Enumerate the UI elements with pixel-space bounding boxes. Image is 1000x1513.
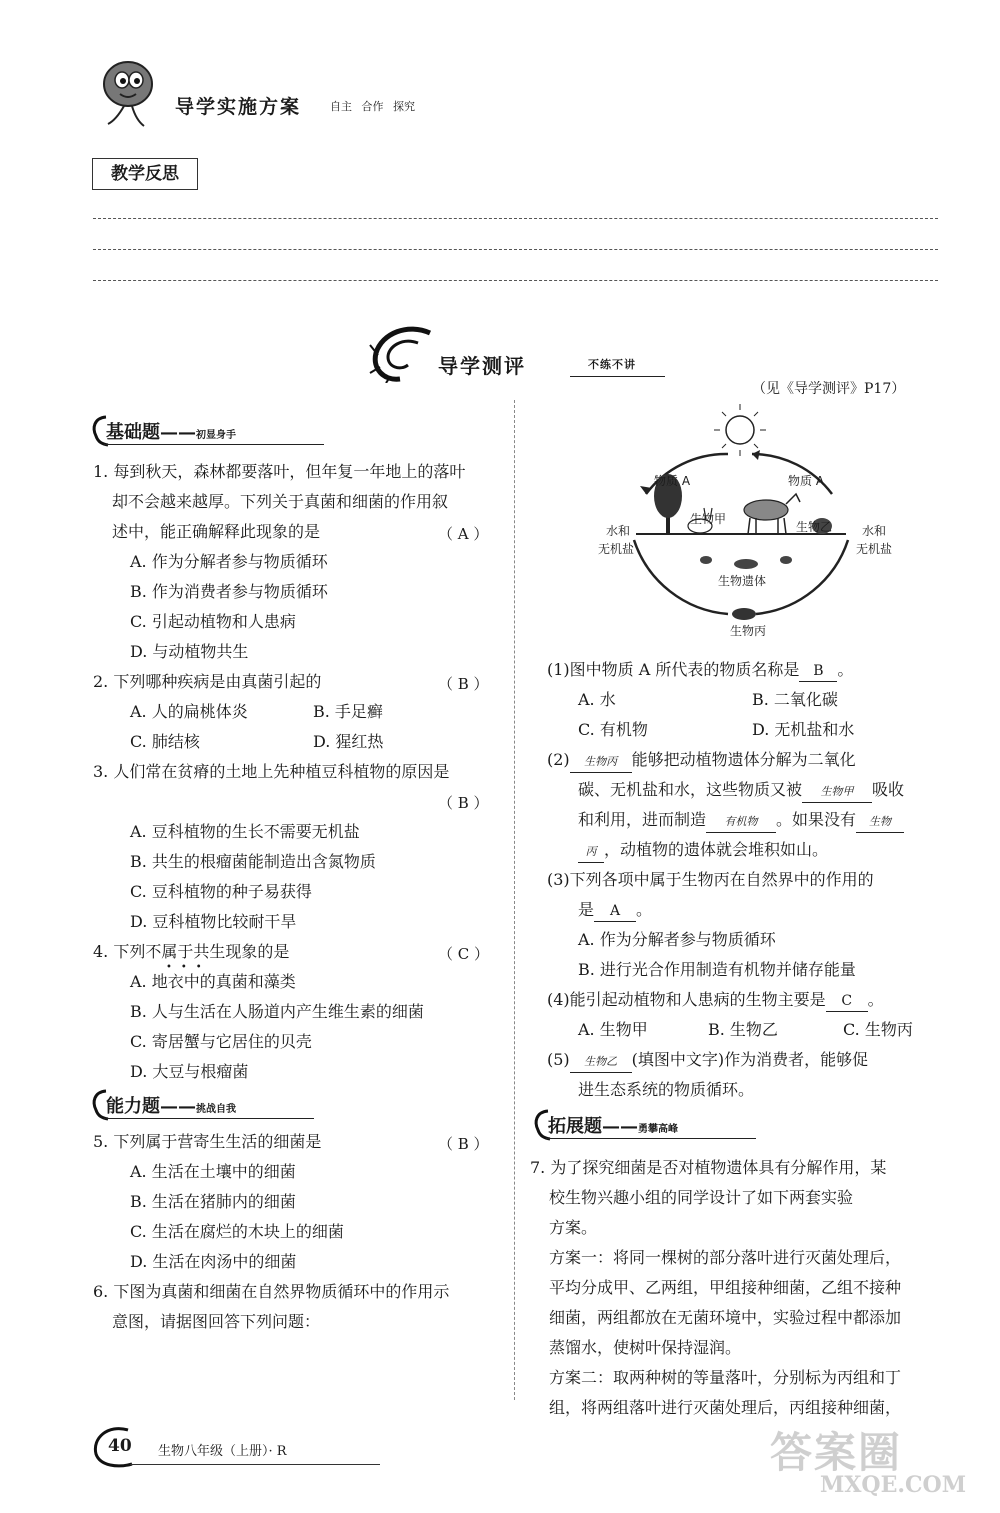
reflection-box: 教学反思 [92, 158, 198, 190]
q5-answer: （ B ） [438, 1135, 489, 1153]
microbe-icon [732, 608, 756, 620]
sub2-text: 碳、无机盐和水，这些物质又被 [578, 780, 803, 799]
q2-option: A. 人的扁桃体炎 [130, 702, 248, 721]
watermark: 答案圈 [770, 1428, 903, 1477]
header-subtitle: 自主 合作 探究 [330, 100, 415, 113]
sub3-end: 。 [636, 900, 653, 919]
column-divider [514, 400, 515, 1400]
sub2-line [578, 810, 904, 833]
q7-line: 方案。 [549, 1218, 598, 1237]
sub4-option: C. 生物丙 [843, 1020, 913, 1039]
sub1-text: (1)图中物质 A 所代表的物质名称是 [547, 660, 800, 679]
q3-stem: 3. 人们常在贫瘠的土地上先种植豆科植物的原因是 [93, 762, 450, 781]
remains-icon [700, 556, 792, 569]
sub5-text: (填图中文字)作为消费者，能够促 [631, 1050, 869, 1069]
section-basic-tag: 初显身手 [196, 430, 236, 441]
q7-line: 蒸馏水，使树叶保持湿润。 [549, 1338, 742, 1357]
writing-line [93, 218, 938, 219]
sub2-text: 和利用，进而制造 [578, 810, 707, 829]
banner-subtitle: 不练不讲 [588, 358, 636, 371]
banner-title: 导学测评 [438, 354, 526, 378]
section-heading-underline [104, 1118, 314, 1119]
q7-line: 组，将两组落叶进行灭菌处理后，丙组接种细菌， [549, 1398, 902, 1417]
q7-line: 平均分成甲、乙两组，甲组接种细菌，乙组不接种 [549, 1278, 902, 1297]
q4-option: A. 地衣中的真菌和藻类 [130, 972, 296, 991]
sub2-line [547, 750, 856, 773]
diagram-label: 水和 [862, 524, 887, 538]
diagram-label: 生物乙 [796, 520, 833, 534]
section-ability-title: 能力题 [106, 1096, 160, 1117]
sub3-line [578, 900, 652, 922]
q2-option: C. 肺结核 [130, 732, 200, 751]
sub2-line [578, 840, 828, 863]
watermark-url: MXQE.COM [820, 1472, 967, 1498]
section-ability-dash: —— [160, 1096, 196, 1117]
sub2-fill: 生物丙 [570, 752, 632, 773]
sub4-option: B. 生物乙 [708, 1020, 778, 1039]
sub2-fill: 生物甲 [802, 782, 872, 803]
section-extended-heading [548, 1112, 678, 1138]
mascot-logo [96, 54, 162, 134]
sub1-option: C. 有机物 [578, 720, 648, 739]
q7-line: 7. 为了探究细菌是否对植物遗体具有分解作用，某 [530, 1158, 887, 1177]
material-cycle-diagram [596, 392, 906, 640]
sub3-option: B. 进行光合作用制造有机物并储存能量 [578, 960, 856, 979]
deer-icon [744, 494, 800, 534]
diagram-label: 物质 A [654, 474, 691, 488]
q3-option: A. 豆科植物的生长不需要无机盐 [130, 822, 360, 841]
q6-line: 意图，请据图回答下列问题： [112, 1312, 321, 1331]
q5-stem: 5. 下列属于营寄生生活的细菌是 [93, 1132, 322, 1151]
q1-line: 却不会越来越厚。下列关于真菌和细菌的作用叙 [112, 492, 449, 511]
q7-line: 方案一：将同一棵树的部分落叶进行灭菌处理后， [549, 1248, 902, 1267]
sub2-line [578, 780, 904, 803]
q5-option: D. 生活在肉汤中的细菌 [130, 1252, 297, 1271]
page-number: 40 [108, 1436, 132, 1456]
footer-text: 生物八年级（上册）· R [158, 1444, 287, 1459]
q4-answer: （ C ） [438, 945, 490, 963]
q7-line: 方案二：取两种树的等量落叶，分别标为丙组和丁 [549, 1368, 902, 1387]
sub1-fill: B [799, 661, 837, 682]
q2-option: B. 手足癣 [313, 702, 383, 721]
sub1-option: B. 二氧化碳 [752, 690, 838, 709]
q1-option: B. 作为消费者参与物质循环 [130, 582, 328, 601]
sub4-fill: C [826, 991, 868, 1012]
sub3-fill: A [594, 901, 636, 922]
diagram-label: 无机盐 [598, 542, 635, 556]
sun-icon [714, 404, 766, 456]
section-ability-tag: 挑战自我 [196, 1104, 236, 1115]
q5-option: A. 生活在土壤中的细菌 [130, 1162, 296, 1181]
reference-note: （见《导学测评》P17） [752, 381, 906, 397]
section-heading-underline [546, 1138, 756, 1139]
q1-option: C. 引起动植物和人患病 [130, 612, 296, 631]
sub5-text: (5) [547, 1050, 570, 1069]
q1-line: 1. 每到秋天，森林都要落叶，但年复一年地上的落叶 [93, 462, 466, 481]
section-extended-title: 拓展题 [548, 1116, 602, 1137]
q3-option: C. 豆科植物的种子易获得 [130, 882, 312, 901]
q1-option: A. 作为分解者参与物质循环 [130, 552, 328, 571]
sub2-fill: 有机物 [706, 812, 776, 833]
section-basic-title: 基础题 [106, 422, 160, 443]
sub5-line: 进生态系统的物质循环。 [578, 1080, 755, 1099]
banner-underline [570, 376, 665, 377]
diagram-label: 生物丙 [730, 624, 767, 638]
banner-swirl-icon [368, 325, 440, 383]
q4-option: B. 人与生活在人肠道内产生维生素的细菌 [130, 1002, 424, 1021]
sub3-line: (3)下列各项中属于生物丙在自然界中的作用的 [547, 870, 874, 889]
section-basic-dash: —— [160, 422, 196, 443]
sub1-stem [547, 660, 853, 682]
diagram-label: 无机盐 [856, 542, 893, 556]
sub4-text: (4)能引起动植物和人患病的生物主要是 [547, 990, 826, 1009]
sub2-text: ，动植物的遗体就会堆积如山。 [604, 840, 829, 859]
q2-answer: （ B ） [438, 675, 489, 693]
q7-line: 细菌，两组都放在无菌环境中，实验过程中都添加 [549, 1308, 902, 1327]
sub2-text: 吸收 [872, 780, 905, 799]
writing-line [93, 249, 938, 250]
diagram-label: 水和 [606, 524, 631, 538]
q5-option: C. 生活在腐烂的木块上的细菌 [130, 1222, 344, 1241]
section-extended-dash: —— [602, 1116, 638, 1137]
header-title: 导学实施方案 [175, 96, 302, 118]
emphasis-dots: ••• [166, 962, 211, 973]
sub2-fill: 丙 [578, 842, 604, 863]
q3-option: D. 豆科植物比较耐干旱 [130, 912, 297, 931]
q5-option: B. 生活在猪肺内的细菌 [130, 1192, 296, 1211]
q7-line: 校生物兴趣小组的同学设计了如下两套实验 [549, 1188, 854, 1207]
sub3-option: A. 作为分解者参与物质循环 [578, 930, 776, 949]
diagram-label: 生物遗体 [718, 574, 767, 588]
sub5-fill: 生物乙 [570, 1052, 632, 1073]
q4-option: C. 寄居蟹与它居住的贝壳 [130, 1032, 312, 1051]
sub2-text: (2) [547, 750, 570, 769]
sub3-text: 是 [578, 900, 595, 919]
q3-option: B. 共生的根瘤菌能制造出含氮物质 [130, 852, 376, 871]
q4-option: D. 大豆与根瘤菌 [130, 1062, 249, 1081]
q1-answer: （ A ） [438, 525, 489, 543]
q6-line: 6. 下图为真菌和细菌在自然界物质循环中的作用示 [93, 1282, 450, 1301]
sub2-fill: 生物 [856, 812, 904, 833]
q4-stem: 4. 下列不属于共生现象的是 [93, 942, 290, 961]
writing-line [93, 280, 938, 281]
q2-stem: 2. 下列哪种疾病是由真菌引起的 [93, 672, 322, 691]
sub1-end: 。 [837, 660, 854, 679]
sub4-option: A. 生物甲 [578, 1020, 648, 1039]
sub5-line [547, 1050, 868, 1073]
section-ability-heading [106, 1092, 236, 1118]
section-extended-tag: 勇攀高峰 [638, 1124, 678, 1135]
diagram-label: 物质 A [788, 474, 825, 488]
q1-option: D. 与动植物共生 [130, 642, 249, 661]
section-heading-underline [104, 444, 324, 445]
section-basic-heading [106, 418, 236, 444]
footer-line [130, 1464, 380, 1465]
sub2-text: 。如果没有 [776, 810, 857, 829]
sub1-option: D. 无机盐和水 [752, 720, 855, 739]
q2-option: D. 猩红热 [313, 732, 384, 751]
sub4-line [547, 990, 884, 1012]
sub2-text: 能够把动植物遗体分解为二氧化 [631, 750, 856, 769]
sub4-end: 。 [867, 990, 884, 1009]
sub1-option: A. 水 [578, 690, 616, 709]
q3-answer: （ B ） [438, 794, 489, 812]
q1-line: 述中，能正确解释此现象的是 [112, 522, 321, 541]
diagram-label: 生物甲 [690, 512, 727, 526]
